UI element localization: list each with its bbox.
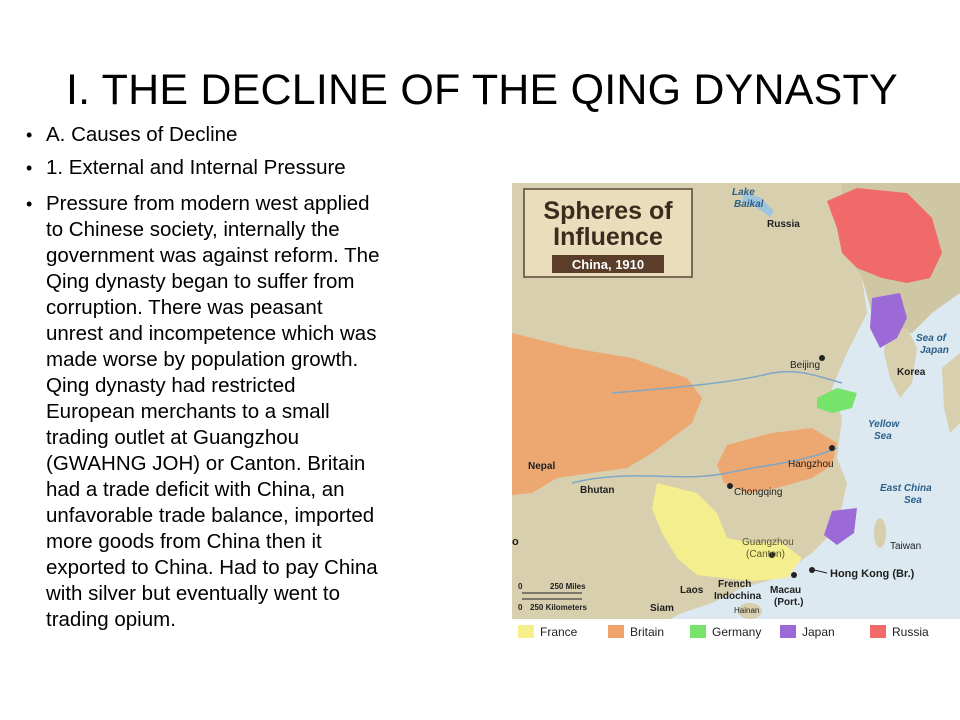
map-title-line2: Influence [553,223,663,251]
bullet-dot-icon: • [26,125,33,145]
paragraph-line: exported to China. Had to pay China [46,556,378,579]
paragraph-line: Qing dynasty began to suffer from [46,270,355,293]
label-french-2: Indochina [714,591,762,602]
paragraph-line: corruption. There was peasant [46,296,323,319]
bullet-item [26,155,496,181]
label-east-china-2: Sea [904,495,922,506]
label-yellow-sea-1: Yellow [868,419,900,430]
paragraph-line: government was against reform. The [46,244,380,267]
label-sea-japan-2: Japan [920,345,949,356]
label-lake-baikal-1: Lake [732,187,755,198]
taiwan-land [874,518,886,548]
label-nepal: Nepal [528,461,556,472]
map-svg [512,183,960,645]
paragraph-line: unrest and incompetence which was [46,322,377,345]
label-macau-1: Macau [770,585,802,596]
legend-swatch-france [518,625,534,638]
label-french-1: French [718,579,752,590]
bullet-dot-icon: • [26,194,33,214]
slide-title: I. THE DECLINE OF THE QING DYNASTY [66,66,898,114]
hangzhou-marker [829,445,835,451]
label-sea-japan-1: Sea of [916,333,947,344]
legend-label-japan: Japan [802,625,835,639]
bullet-dot-icon: • [26,158,33,178]
label-siam: Siam [650,603,674,614]
legend-swatch-britain [608,625,624,638]
paragraph-line: (GWAHNG JOH) or Canton. Britain [46,452,366,475]
scale-km: 250 Kilometers [530,603,587,612]
label-laos: Laos [680,585,704,596]
label-bhutan: Bhutan [580,485,615,496]
paragraph-line: had a trade deficit with China, an [46,478,345,501]
label-guangzhou-2: (Canton) [746,549,785,560]
label-hangzhou: Hangzhou [788,459,834,470]
bullet-text: A. Causes of Decline [46,123,238,146]
legend-label-germany: Germany [712,625,762,639]
legend-swatch-russia [870,625,886,638]
legend-label-russia: Russia [892,625,929,639]
label-yellow-sea-2: Sea [874,431,892,442]
label-russia: Russia [767,219,800,230]
paragraph-line: to Chinese society, internally the [46,218,340,241]
paragraph-line: unfavorable trade balance, imported [46,504,375,527]
scale-zero-km: 0 [518,603,523,612]
label-beijing: Beijing [790,360,821,371]
label-hainan: Hainan [734,606,760,615]
map-subtitle: China, 1910 [571,257,645,272]
scale-zero-miles: 0 [518,582,523,591]
label-hong-kong: Hong Kong (Br.) [830,568,915,580]
paragraph-line: made worse by population growth. [46,348,359,371]
bullet-list [26,122,496,633]
paragraph-line: European merchants to a small [46,400,330,423]
macau-marker [791,572,797,578]
spheres-of-influence-map [512,183,960,645]
paragraph-line: trading outlet at Guangzhou [46,426,300,449]
paragraph-line: more goods from China then it [46,530,322,553]
map-title-line1: Spheres of [543,197,673,225]
bullet-item [26,122,496,148]
legend-label-britain: Britain [630,625,665,639]
legend-swatch-germany [690,625,706,638]
label-taiwan: Taiwan [890,541,922,552]
paragraph-line: Qing dynasty had restricted [46,374,296,397]
paragraph-line: Pressure from modern west applied [46,192,370,215]
paragraph-line: trading opium. [46,608,176,631]
label-chongqing: Chongqing [734,487,783,498]
legend-swatch-japan [780,625,796,638]
label-macau-2: (Port.) [774,597,804,608]
label-edge: o [512,536,519,548]
bullet-text: 1. External and Internal Pressure [46,156,346,179]
label-guangzhou-1: Guangzhou [742,537,794,548]
legend-label-france: France [540,625,578,639]
paragraph-line: with silver but eventually went to [46,582,340,605]
scale-miles: 250 Miles [550,582,586,591]
label-lake-baikal-2: Baikal [734,199,764,210]
label-korea: Korea [897,367,926,378]
label-east-china-1: East China [880,483,932,494]
chongqing-marker [727,483,733,489]
bullet-item [26,191,496,633]
